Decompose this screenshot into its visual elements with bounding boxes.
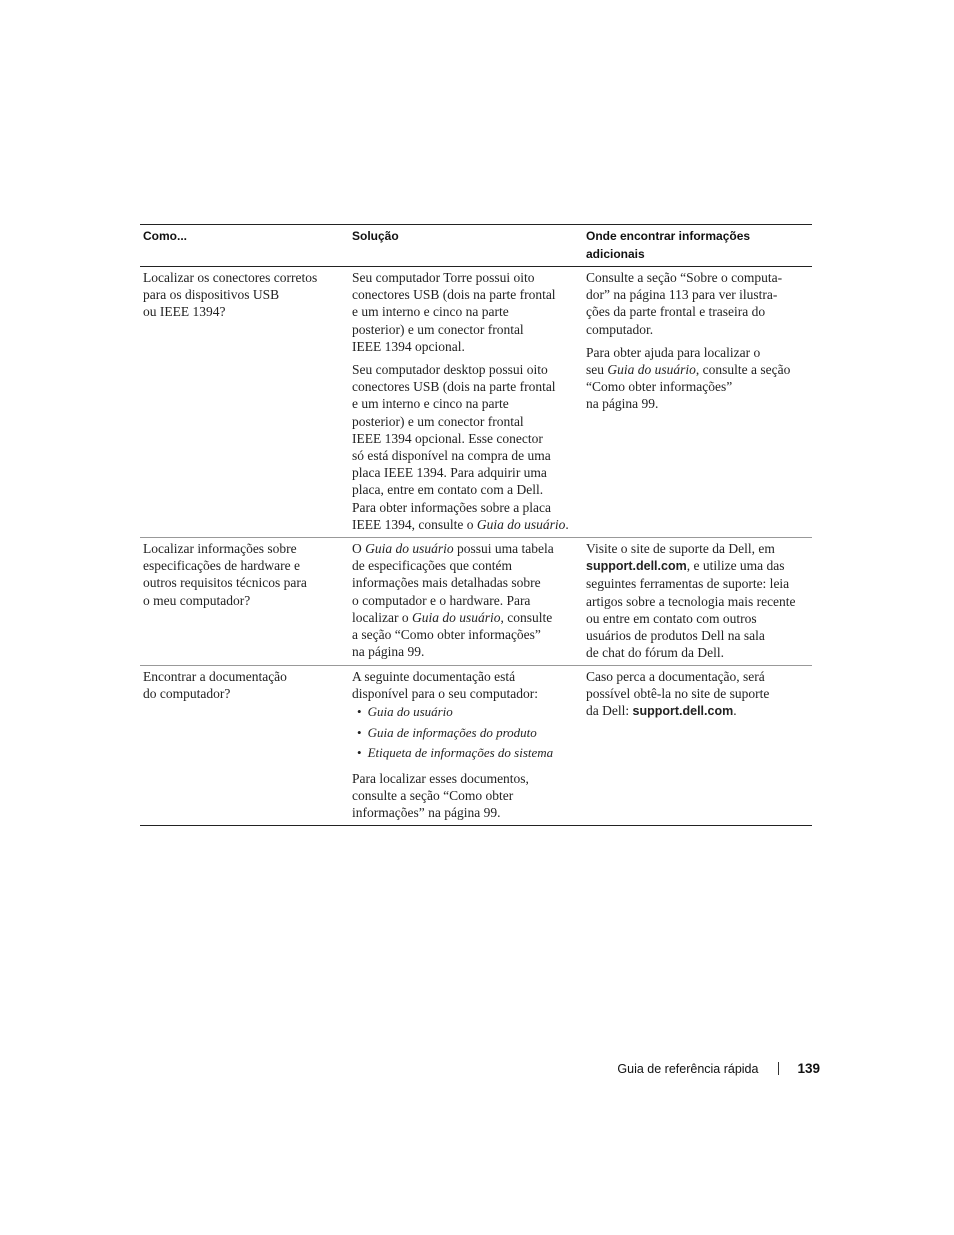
list-item: • Guia do usuário — [357, 704, 453, 720]
text-line: só está disponível na compra de uma — [352, 448, 551, 464]
support-link[interactable]: support.dell.com — [586, 559, 687, 574]
row1-solucao-paragraph-1 — [352, 269, 584, 355]
row1-solucao — [352, 269, 584, 539]
text-line: A seguinte documentação está — [352, 669, 516, 684]
text-line: Consulte a seção “Sobre o computa- — [586, 270, 783, 285]
text-line: conectores USB (dois na parte frontal — [352, 287, 556, 303]
list-item-label: Guia de informações do produto — [367, 724, 537, 740]
text-line — [586, 557, 810, 575]
text-line: Visite o site de suporte da Dell, em — [586, 541, 775, 556]
text-line: “Como obter informações” — [586, 379, 733, 395]
text-line: ou entre em contato com outros — [586, 610, 757, 626]
text-span: , e utilize uma das — [686, 558, 785, 574]
text-span: . — [733, 703, 737, 719]
text-span: . — [565, 516, 569, 532]
text-line: Seu computador desktop possui oito — [352, 362, 548, 378]
row1-como — [143, 269, 343, 321]
header-como: Como... — [143, 229, 187, 243]
row1-como-line: para os dispositivos USB — [143, 287, 280, 303]
row-divider — [140, 665, 812, 666]
text-line: dor” na página 113 para ver ilustra- — [586, 287, 778, 303]
header-onde-encontrar: Onde encontrar informações adicionais — [586, 229, 751, 261]
row1-onde-paragraph-1 — [586, 269, 810, 338]
list-item-label: Etiqueta de informações do sistema — [367, 745, 554, 761]
text-line — [352, 540, 584, 557]
text-span: possui uma tabela — [453, 541, 554, 556]
text-line — [586, 702, 810, 720]
text-line: artigos sobre a tecnologia mais recente — [586, 593, 796, 609]
text-line: Para obter ajuda para localizar o — [586, 344, 761, 360]
row2-solucao — [352, 540, 584, 660]
text-line: disponível para o seu computador: — [352, 686, 538, 702]
text-line: e um interno e cinco na parte — [352, 396, 509, 412]
text-line: Para obter informações sobre a placa — [352, 499, 552, 515]
footer-separator — [778, 1062, 779, 1075]
text-line: seguintes ferramentas de suporte: leia — [586, 576, 790, 592]
text-line: o computador e o hardware. Para — [352, 592, 531, 608]
guide-title: Guia do usuário — [411, 609, 501, 625]
text-line: e um interno e cinco na parte — [352, 304, 509, 320]
page-number: 139 — [797, 1061, 820, 1076]
text-span: IEEE 1394, consulte o — [352, 516, 477, 532]
page-footer — [617, 1061, 820, 1076]
text-line: IEEE 1394 opcional. — [352, 338, 465, 354]
text-line: o meu computador? — [143, 592, 251, 608]
list-item-label: Guia do usuário — [367, 704, 453, 720]
text-line: Para localizar esses documentos, — [352, 770, 529, 786]
text-span: localizar o — [352, 609, 412, 625]
text-line: computador. — [586, 321, 654, 337]
text-line: conectores USB (dois na parte frontal — [352, 379, 556, 395]
list-item: • Etiqueta de informações do sistema — [357, 745, 554, 761]
footer-title: Guia de referência rápida — [617, 1062, 759, 1076]
text-line: placa IEEE 1394. Para adquirir uma — [352, 465, 547, 481]
text-line: na página 99. — [586, 396, 659, 412]
text-line: a seção “Como obter informações” — [352, 627, 541, 643]
text-line: Caso perca a documentação, será — [586, 669, 765, 684]
text-line: de chat do fórum da Dell. — [586, 645, 724, 661]
text-span: da Dell: — [586, 703, 633, 719]
text-line: Seu computador Torre possui oito — [352, 270, 535, 285]
text-line: IEEE 1394 opcional. Esse conector — [352, 430, 543, 446]
guide-title: Guia do usuário — [607, 362, 696, 378]
text-line: posterior) e um conector frontal — [352, 321, 524, 337]
row3-solucao — [352, 668, 584, 822]
text-line: na página 99. — [352, 644, 425, 660]
guide-title: Guia do usuário — [476, 516, 566, 532]
text-line: Localizar informações sobre — [143, 541, 297, 556]
row1-como-line: Localizar os conectores corretos — [143, 270, 318, 285]
text-line: do computador? — [143, 686, 231, 702]
text-line: especificações de hardware e — [143, 558, 301, 574]
row1-como-line: ou IEEE 1394? — [143, 304, 226, 320]
row-divider — [140, 537, 812, 538]
text-line: ções da parte frontal e traseira do — [586, 304, 766, 320]
row2-como — [143, 540, 343, 609]
document-list — [352, 702, 584, 764]
header-solucao: Solução — [352, 229, 399, 243]
text-span: seu — [586, 362, 608, 378]
support-link[interactable]: support.dell.com — [632, 704, 734, 719]
text-line: possível obtê-la no site de suporte — [586, 686, 770, 702]
text-line: consulte a seção “Como obter — [352, 788, 514, 804]
row1-onde — [586, 269, 810, 419]
row1-onde-paragraph-2 — [586, 344, 810, 413]
text-line: informações” na página 99. — [352, 805, 501, 821]
table-top-rule — [140, 224, 812, 225]
guide-title: Guia do usuário — [365, 541, 454, 556]
text-line: posterior) e um conector frontal — [352, 413, 524, 429]
text-line: usuários de produtos Dell na sala — [586, 628, 765, 644]
text-span: , consulte a seção — [695, 362, 791, 378]
text-span: O — [352, 541, 366, 556]
text-line: de especificações que contém — [352, 558, 513, 574]
text-line — [352, 609, 584, 626]
text-span: , consulte — [500, 609, 553, 625]
header-rule — [140, 266, 812, 267]
row1-solucao-paragraph-2 — [352, 361, 584, 533]
row2-onde — [586, 540, 810, 661]
text-line: outros requisitos técnicos para — [143, 575, 307, 591]
text-line: placa, entre em contato com a Dell. — [352, 482, 544, 498]
text-line — [352, 516, 584, 533]
text-line: informações mais detalhadas sobre — [352, 575, 541, 591]
row3-onde — [586, 668, 810, 721]
text-line — [586, 361, 810, 378]
table-bottom-rule — [140, 825, 812, 826]
list-item: • Guia de informações do produto — [357, 724, 537, 740]
row3-como — [143, 668, 343, 702]
text-line: Encontrar a documentação — [143, 669, 287, 684]
